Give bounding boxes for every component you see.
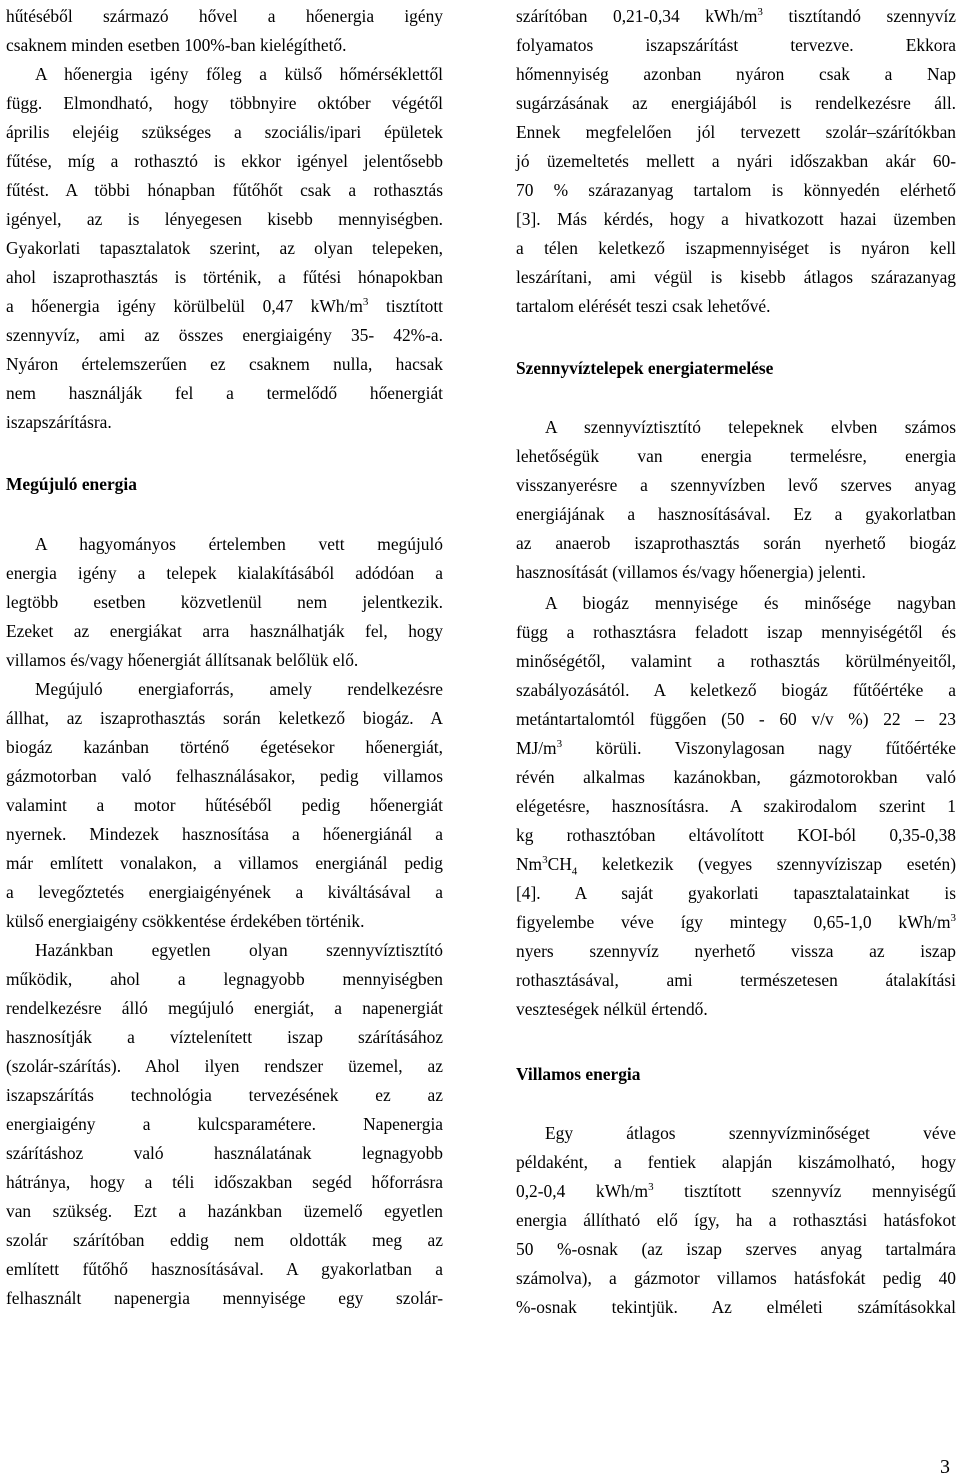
text-line: a télen keletkező iszapmennyiséget is nyáron kell	[516, 238, 956, 258]
text-line: kg rothasztóban eltávolított KOI-ból 0,35-0,38	[516, 825, 956, 845]
subscript: 4	[571, 865, 578, 878]
text-segment: körüli. Viszonylagosan nagy fűtőértéke	[562, 738, 956, 758]
text-segment: Nm	[516, 854, 543, 874]
text-line: révén alkalmas kazánokban, gázmotorokban való	[516, 767, 956, 787]
text-segment: szárítóban 0,21-0,34 kWh/m	[516, 6, 758, 26]
text-line: szennyvíz, ami az összes energiaigény 35- 42%-a.	[6, 325, 443, 345]
text-line: hűtéséből származó hővel a hőenergia igény	[6, 6, 443, 26]
text-line: 70 % szárazanyag tartalom is könnyedén elérhető	[516, 180, 956, 200]
section-heading: Szennyvíztelepek energiatermelése	[516, 358, 774, 378]
text-line: hasznosítását (villamos és/vagy hőenergia) jelenti.	[516, 562, 866, 582]
text-line: visszanyerésre a szennyvízben levő szerves anyag	[516, 475, 956, 495]
text-line: ahol iszaprothasztás is történik, a fűtési hónapokban	[6, 267, 443, 287]
text-line: A hőenergia igény főleg a külső hőmérséklettől	[35, 64, 443, 84]
text-line: 50 %-osnak (az iszap szerves anyag tartalmára	[516, 1239, 956, 1259]
text-line: [4]. A saját gyakorlati tapasztalatainkat is	[516, 883, 956, 903]
superscript: 3	[542, 854, 548, 867]
text-line: biogáz kazánban történő égetésekor hőenergiát,	[6, 737, 443, 757]
text-line: szolár szárítóban eddig nem oldották meg az	[6, 1230, 443, 1250]
text-segment: figyelembe véve így mintegy 0,65-1,0 kWh/m	[516, 912, 951, 932]
superscript: 3	[556, 738, 563, 751]
text-line: A hagyományos értelemben vett megújuló	[35, 534, 443, 554]
superscript: 3	[757, 6, 763, 19]
text-line: legtöbb esetben közvetlenül nem jelentkezik.	[6, 592, 443, 612]
text-line: %-osnak tekintjük. Az elméleti számításokkal	[516, 1297, 956, 1317]
text-line: metántartalomtól függően (50 - 60 v/v %) 22 – 23	[516, 709, 956, 729]
text-line	[516, 908, 956, 937]
text-line: rendelkezésre álló megújuló energiát, a napenergiát	[6, 998, 443, 1018]
text-line: működik, ahol a legnagyobb mennyiségben	[6, 969, 443, 989]
text-line: minőségétől, valamint a rothasztás körülményeitől,	[516, 651, 956, 671]
text-line: fűtése, míg a rothasztó is ekkor igényel jelentősebb	[6, 151, 443, 171]
text-line: gázmotorban való felhasználásakor, pedig villamos	[6, 766, 443, 786]
text-line: iszapszárítás technológia tervezésének ez az	[6, 1085, 443, 1105]
text-line: hátránya, hogy a téli időszakban segéd hőforrásra	[6, 1172, 443, 1192]
text-line: állhat, az iszaprothasztás során keletkező biogáz. A	[6, 708, 443, 728]
section-heading: Villamos energia	[516, 1064, 641, 1084]
text-line: említett fűtőhő hasznosításával. A gyakorlatban a	[6, 1259, 443, 1279]
text-line: függ a rothasztásra feladott iszap mennyiségétől és	[516, 622, 956, 642]
text-line: energia állítható elő így, ha a rothasztási hatásfokot	[516, 1210, 956, 1230]
text-line: lehetőségük van energia termelésre, energia	[516, 446, 956, 466]
text-line: elégetésre, hasznosításra. A szakirodalom szerint 1	[516, 796, 956, 816]
text-line	[516, 734, 956, 763]
text-line: (szolár-szárítás). Ahol ilyen rendszer üzemel, az	[6, 1056, 443, 1076]
text-line: Ezeket az energiákat arra használhatják fel, hogy	[6, 621, 443, 641]
text-line: április elejéig szükséges a szociális/ipari épületek	[6, 122, 443, 142]
text-segment: tisztított	[368, 296, 443, 316]
text-line: A biogáz mennyisége és minősége nagyban	[545, 593, 956, 613]
text-line	[516, 1177, 956, 1206]
text-line: függ. Elmondható, hogy többnyire október végétől	[6, 93, 443, 113]
text-line: van szükség. Ezt a hazánkban üzemelő egyetlen	[6, 1201, 443, 1221]
text-line: a levegőztetés energiaigényének a kiváltásával a	[6, 882, 443, 902]
text-segment: keletkezik (vegyes szennyvíziszap esetén)	[577, 854, 956, 874]
text-line: fűtést. A többi hónapban fűtőhőt csak a rothasztás	[6, 180, 443, 200]
text-line: számolva), a gázmotor villamos hatásfokát pedig 40	[516, 1268, 956, 1288]
text-segment: tisztított szennyvíz mennyiségű	[653, 1181, 957, 1201]
text-line: Ennek megfelelően jól tervezett szolár–szárítókban	[516, 122, 956, 142]
text-line	[516, 2, 956, 31]
text-line: felhasznált napenergia mennyisége egy szolár-	[6, 1288, 443, 1308]
text-line: példaként, a fentiek alapján kiszámolható, hogy	[516, 1152, 956, 1172]
text-line: leszárítani, ami végül is kisebb átlagos szárazanyag	[516, 267, 956, 287]
superscript: 3	[362, 296, 369, 309]
text-line: energia igény a telepek kialakításából adódóan a	[6, 563, 443, 583]
text-line: Megújuló energiaforrás, amely rendelkezésre	[35, 679, 443, 699]
text-line: Hazánkban egyetlen olyan szennyvíztisztító	[35, 940, 443, 960]
page-number: 3	[940, 1456, 950, 1478]
text-line: jó üzemeltetés mellett a nyári időszakban akár 60-	[516, 151, 956, 171]
text-segment: MJ/m	[516, 738, 557, 758]
text-line: külső energiaigény csökkentése érdekében történik.	[6, 911, 365, 931]
text-line: nyernek. Mindezek hasznosítása a hőenergiánál a	[6, 824, 443, 844]
text-line: iszapszárításra.	[6, 412, 112, 432]
text-line: szárításhoz való használatának legnagyobb	[6, 1143, 443, 1163]
text-line: Nyáron értelemszerűen ez csaknem nulla, hacsak	[6, 354, 443, 374]
text-segment: a hőenergia igény körülbelül 0,47 kWh/m	[6, 296, 363, 316]
text-line: hőmennyiség azonban nyáron csak a Nap	[516, 64, 956, 84]
superscript: 3	[648, 1181, 654, 1194]
text-line: Egy átlagos szennyvízminőséget véve	[545, 1123, 956, 1143]
text-line: tartalom elérését teszi csak lehetővé.	[516, 296, 771, 316]
text-line: szabályozásától. A keletkező biogáz fűtőértéke a	[516, 680, 956, 700]
text-line	[516, 850, 956, 879]
text-line: az anaerob iszaprothasztás során nyerhető biogáz	[516, 533, 956, 553]
text-line: villamos és/vagy hőenergiát állítsanak belőlük elő.	[6, 650, 359, 670]
text-line: folyamatos iszapszárítást tervezve. Ekkora	[516, 35, 956, 55]
text-line: nem használják fel a termelődő hőenergiát	[6, 383, 443, 403]
text-segment: tisztítandó szennyvíz	[762, 6, 957, 26]
text-line: energiájának a hasznosításával. Ez a gyakorlatban	[516, 504, 956, 524]
text-segment: 0,2-0,4 kWh/m	[516, 1181, 649, 1201]
text-line: már említett vonalakon, a villamos energiánál pedig	[6, 853, 443, 873]
section-heading: Megújuló energia	[6, 474, 137, 494]
text-line: hasznosítják a víztelenített iszap szárításához	[6, 1027, 443, 1047]
text-line: A szennyvíztisztító telepeknek elvben számos	[545, 417, 956, 437]
text-line: energiaigény a kulcsparamétere. Napenergia	[6, 1114, 443, 1134]
text-line: [3]. Más kérdés, hogy a hivatkozott hazai üzemben	[516, 209, 956, 229]
text-line: igényel, az is lényegesen kisebb mennyiségben.	[6, 209, 443, 229]
superscript: 3	[950, 912, 956, 925]
text-line: veszteségek nélkül értendő.	[516, 999, 708, 1019]
text-segment: CH	[547, 854, 572, 874]
text-line: Gyakorlati tapasztalatok szerint, az olyan telepeken,	[6, 238, 443, 258]
text-line	[6, 292, 443, 321]
text-line: rothasztásával, ami természetesen átalakítási	[516, 970, 956, 990]
text-line: valamint a motor hűtéséből pedig hőenergiát	[6, 795, 443, 815]
text-line: csaknem minden esetben 100%-ban kielégíthető.	[6, 35, 347, 55]
text-line: sugárzásának az energiájából is rendelkezésre áll.	[516, 93, 956, 113]
text-line: nyers szennyvíz nyerhető vissza az iszap	[516, 941, 956, 961]
